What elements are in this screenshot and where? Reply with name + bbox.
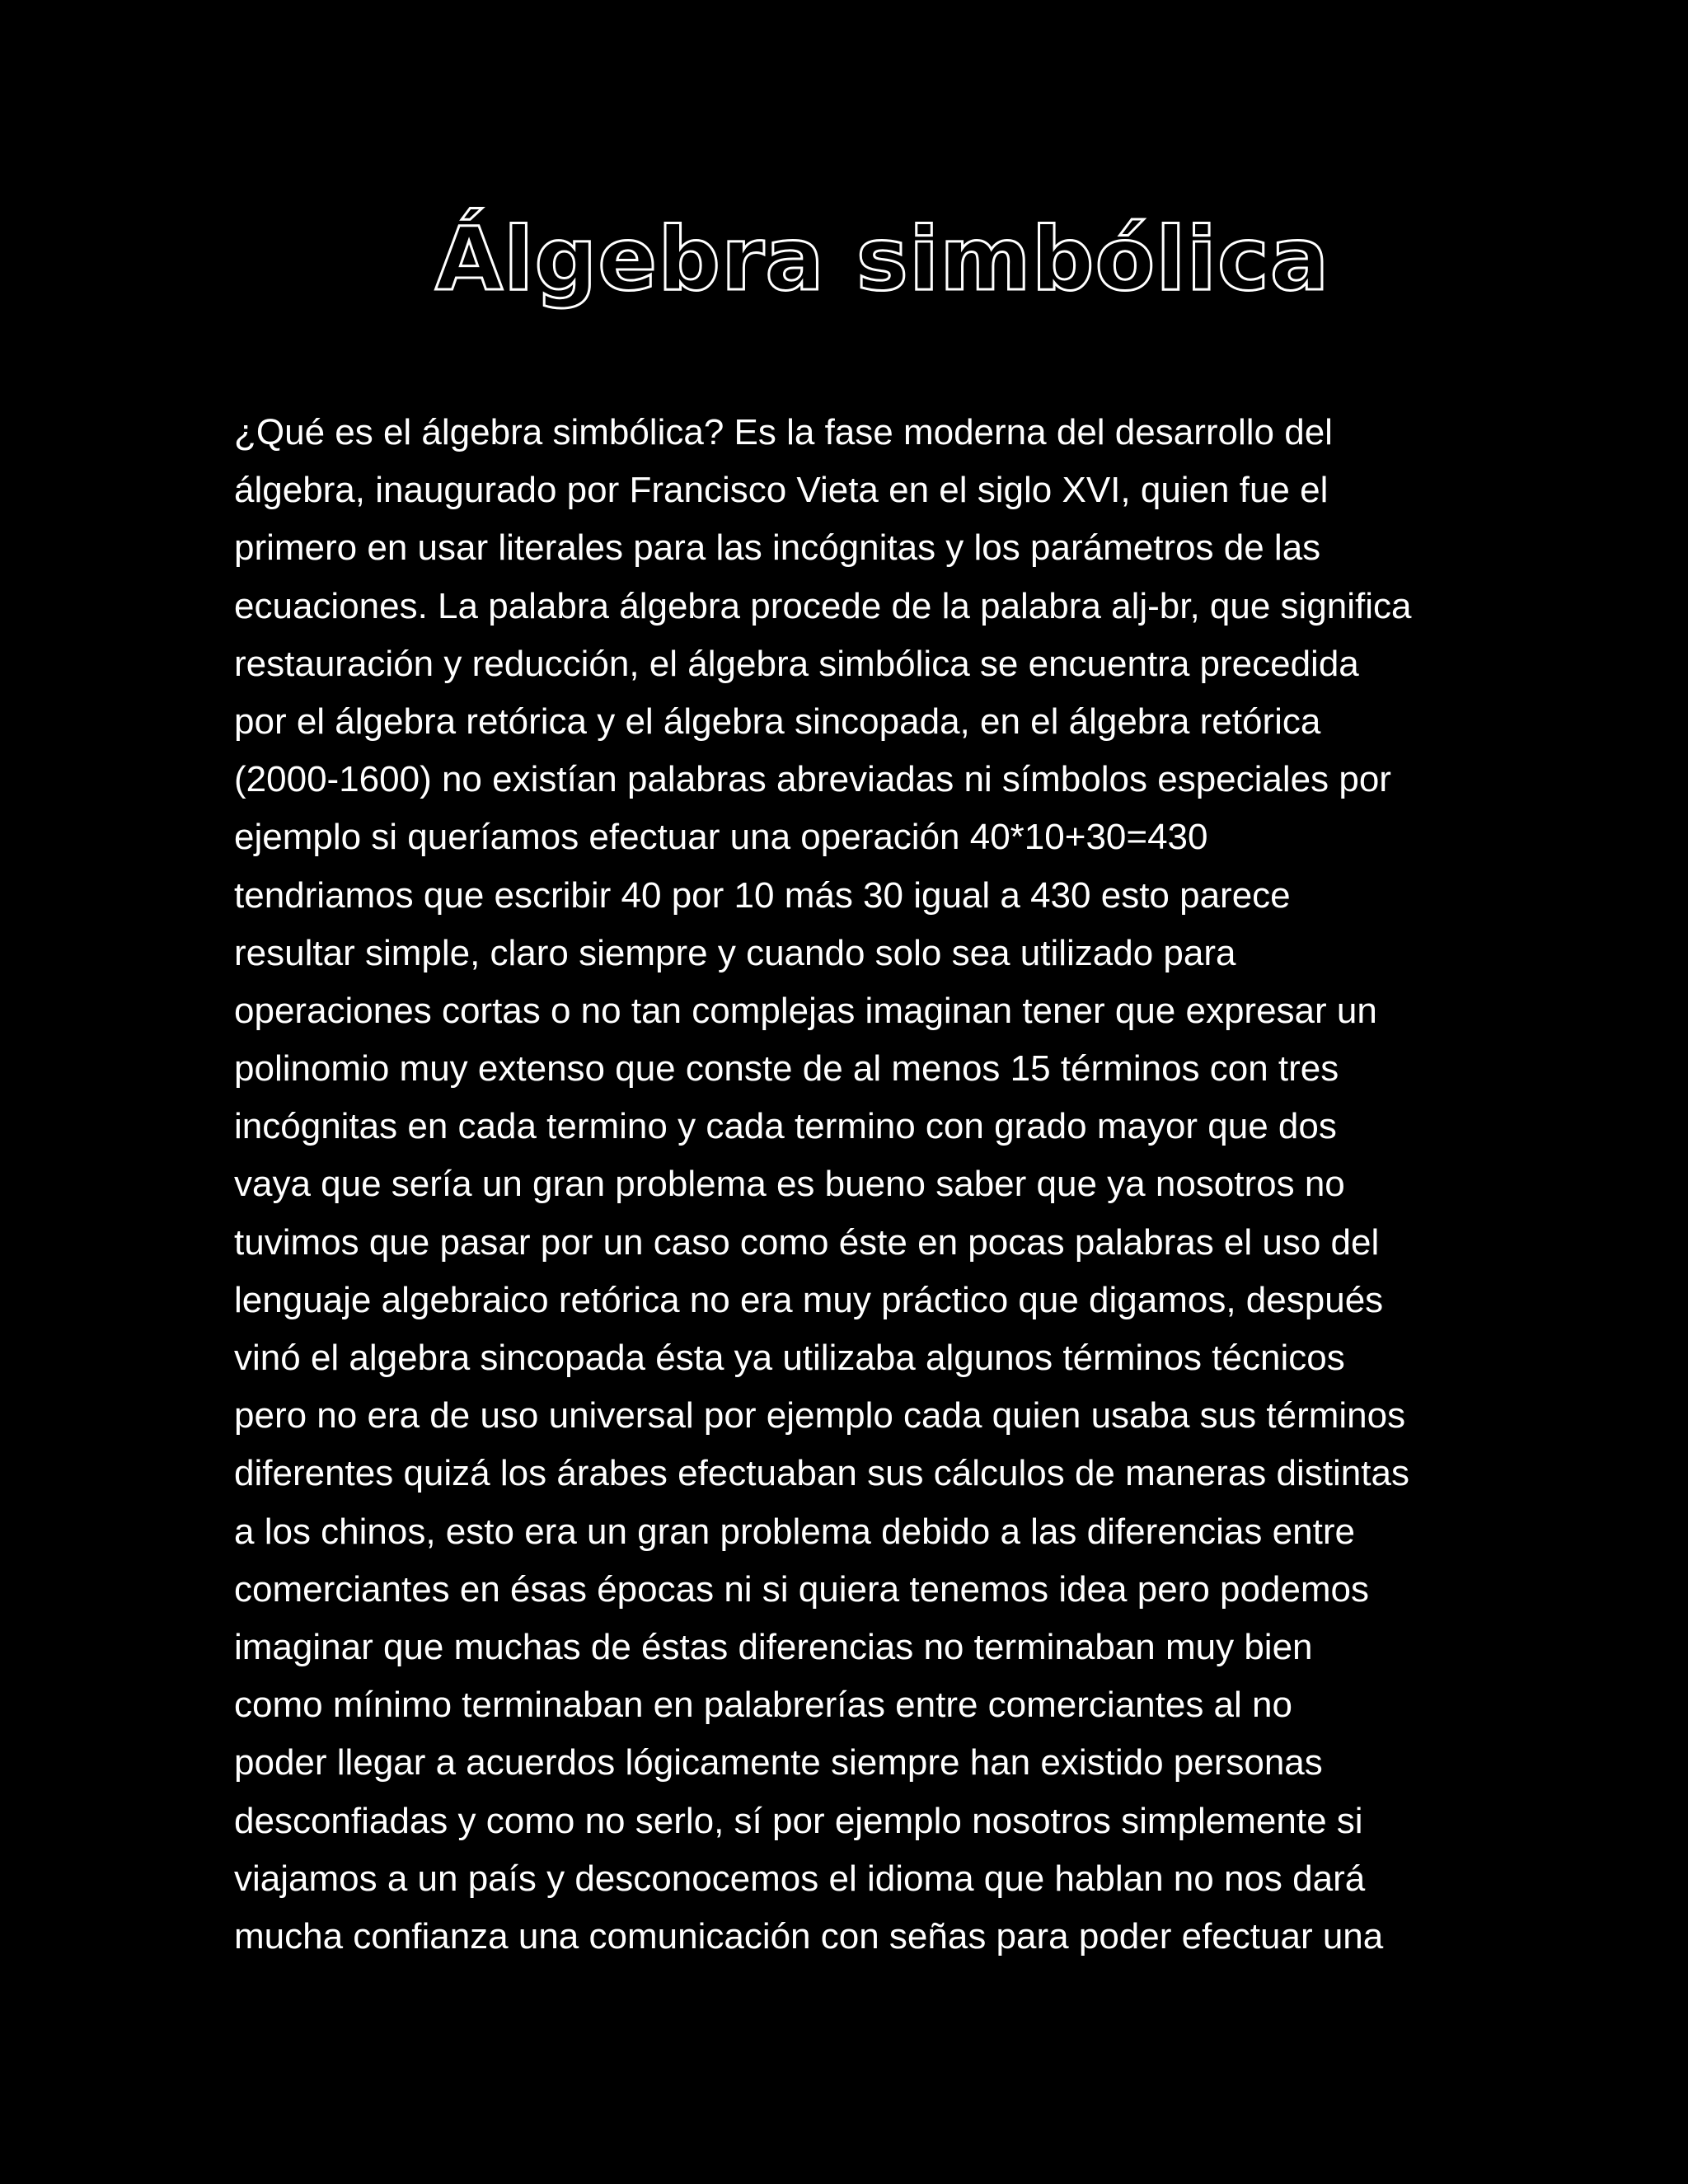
page-title: Álgebra simbólica xyxy=(435,209,1330,310)
body-paragraph xyxy=(234,404,1454,1966)
text-line: comerciantes en ésas épocas ni si quiera tenemos idea pero podemos xyxy=(234,1568,1370,1610)
text-line: tuvimos que pasar por un caso como éste en pocas palabras el uso del xyxy=(234,1221,1380,1263)
text-line: restauración y reducción, el álgebra simbólica se encuentra precedida xyxy=(234,643,1359,684)
text-line: a los chinos, esto era un gran problema debido a las diferencias entre xyxy=(234,1511,1355,1552)
text-line: primero en usar literales para las incógnitas y los parámetros de las xyxy=(234,527,1321,569)
text-line: álgebra, inaugurado por Francisco Vieta en el siglo XVI, quien fue el xyxy=(234,470,1329,511)
text-line: lenguaje algebraico retórica no era muy práctico que digamos, después xyxy=(234,1279,1384,1320)
text-line: vaya que sería un gran problema es bueno saber que ya nosotros no xyxy=(234,1164,1345,1205)
text-line: tendriamos que escribir 40 por 10 más 30 igual a 430 esto parece xyxy=(234,874,1291,916)
text-line: ejemplo si queríamos efectuar una operación 40*10+30=430 xyxy=(234,817,1208,858)
text-line: ecuaciones. La palabra álgebra procede de la palabra alj-br, que significa xyxy=(234,585,1412,626)
text-line: por el álgebra retórica y el álgebra sincopada, en el álgebra retórica xyxy=(234,701,1321,742)
text-line: diferentes quizá los árabes efectuaban sus cálculos de maneras distintas xyxy=(234,1453,1409,1494)
text-line: desconfiadas y como no serlo, sí por ejemplo nosotros simplemente si xyxy=(234,1800,1363,1841)
text-line: vinó el algebra sincopada ésta ya utilizaba algunos términos técnicos xyxy=(234,1338,1345,1378)
text-line: mucha confianza una comunicación con señas para poder efectuar una xyxy=(234,1915,1384,1957)
text-line: operaciones cortas o no tan complejas imaginan tener que expresar un xyxy=(234,990,1377,1031)
text-line: ¿Qué es el álgebra simbólica? Es la fase moderna del desarrollo del xyxy=(234,412,1333,452)
text-line: (2000-1600) no existían palabras abreviadas ni símbolos especiales por xyxy=(234,759,1391,800)
text-line: pero no era de uso universal por ejemplo cada quien usaba sus términos xyxy=(234,1395,1406,1436)
text-line: resultar simple, claro siempre y cuando solo sea utilizado para xyxy=(234,932,1236,973)
text-line: poder llegar a acuerdos lógicamente siempre han existido personas xyxy=(234,1742,1323,1783)
text-line: como mínimo terminaban en palabrerías entre comerciantes al no xyxy=(234,1685,1292,1726)
text-line: imaginar que muchas de éstas diferencias no terminaban muy bien xyxy=(234,1626,1313,1667)
text-line: viajamos a un país y desconocemos el idioma que hablan no nos dará xyxy=(234,1858,1366,1899)
text-line: polinomio muy extenso que conste de al menos 15 términos con tres xyxy=(234,1048,1339,1090)
text-line: incógnitas en cada termino y cada termino con grado mayor que dos xyxy=(234,1106,1337,1147)
